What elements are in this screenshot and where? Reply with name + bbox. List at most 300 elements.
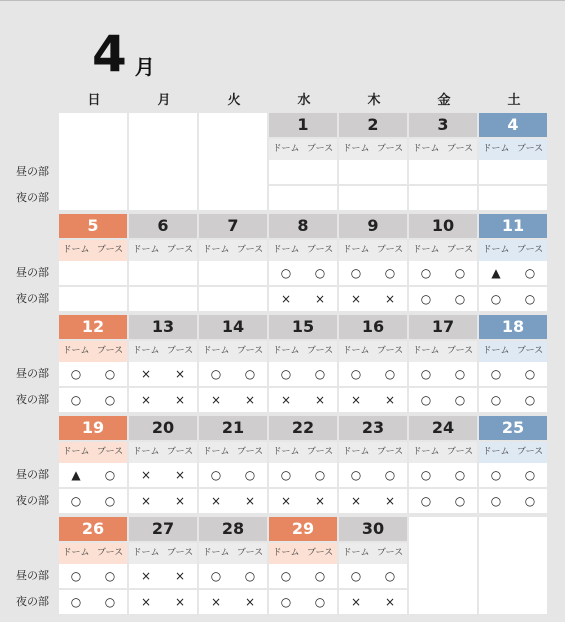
booth-status: × — [314, 494, 326, 508]
booth-status — [163, 287, 197, 311]
date-number: 1 — [269, 113, 337, 137]
date-number: 22 — [269, 416, 337, 440]
day-cell[interactable] — [479, 113, 547, 210]
night-availability[interactable] — [269, 590, 337, 614]
day-cell[interactable] — [479, 416, 547, 513]
day-cell[interactable] — [269, 214, 337, 311]
booth-status: ○ — [454, 494, 466, 508]
daytime-label: 昼の部 — [16, 468, 49, 481]
dome-status: ○ — [210, 468, 222, 482]
date-number: 19 — [59, 416, 127, 440]
weekday-label: 水 — [297, 93, 311, 108]
daytime-availability[interactable] — [59, 261, 127, 285]
weekday-label: 金 — [437, 93, 451, 108]
dome-label: ドーム — [412, 245, 440, 255]
day-cell[interactable] — [59, 517, 127, 614]
daytime-availability[interactable] — [409, 463, 477, 487]
booth-label: ブース — [96, 245, 124, 255]
night-availability[interactable] — [59, 489, 127, 513]
night-availability[interactable] — [199, 590, 267, 614]
dome-label: ドーム — [482, 346, 510, 356]
dome-label: ドーム — [62, 245, 90, 255]
date-number: 27 — [129, 517, 197, 541]
night-availability[interactable] — [409, 186, 477, 210]
dome-label: ドーム — [132, 447, 160, 457]
booth-status: × — [244, 393, 256, 407]
booth-status — [163, 261, 197, 285]
booth-status: ○ — [524, 468, 536, 482]
row-labels — [16, 517, 59, 614]
booth-status — [443, 186, 477, 210]
booth-status: ○ — [454, 266, 466, 280]
booth-label: ブース — [376, 144, 404, 154]
daytime-availability[interactable] — [199, 362, 267, 386]
night-availability[interactable] — [129, 489, 197, 513]
dome-status: × — [210, 494, 222, 508]
booth-label: ブース — [516, 245, 544, 255]
date-number: 8 — [269, 214, 337, 238]
night-availability[interactable] — [409, 489, 477, 513]
venue-subheader — [269, 341, 337, 362]
dome-label: ドーム — [342, 548, 370, 558]
daytime-availability[interactable] — [269, 564, 337, 588]
date-number: 28 — [199, 517, 267, 541]
week-row — [16, 517, 549, 614]
dome-status: × — [140, 595, 152, 609]
day-cell[interactable] — [199, 214, 267, 311]
booth-label: ブース — [376, 447, 404, 457]
booth-label: ブース — [306, 346, 334, 356]
dome-status: ○ — [210, 367, 222, 381]
daytime-availability[interactable] — [479, 160, 547, 184]
night-label: 夜の部 — [16, 494, 49, 507]
row-labels — [16, 416, 59, 513]
booth-label: ブース — [446, 245, 474, 255]
dome-label: ドーム — [342, 346, 370, 356]
day-cell[interactable] — [129, 517, 197, 614]
booth-label: ブース — [306, 144, 334, 154]
booth-label: ブース — [166, 346, 194, 356]
venue-subheader — [269, 442, 337, 463]
daytime-availability[interactable] — [409, 160, 477, 184]
booth-label: ブース — [446, 346, 474, 356]
daytime-availability[interactable] — [59, 564, 127, 588]
date-number: 5 — [59, 214, 127, 238]
booth-status: × — [314, 393, 326, 407]
week-row — [16, 113, 549, 210]
dome-status: × — [210, 595, 222, 609]
dome-label: ドーム — [202, 447, 230, 457]
date-number: 12 — [59, 315, 127, 339]
day-cell[interactable] — [269, 416, 337, 513]
night-availability[interactable] — [409, 287, 477, 311]
daytime-availability[interactable] — [199, 261, 267, 285]
booth-label: ブース — [376, 548, 404, 558]
booth-status: ○ — [384, 569, 396, 583]
booth-status: ○ — [104, 595, 116, 609]
day-cell[interactable] — [339, 517, 407, 614]
empty-day-cell — [409, 517, 477, 614]
day-cell[interactable] — [339, 113, 407, 210]
row-labels — [16, 315, 59, 412]
day-cell[interactable] — [339, 416, 407, 513]
weekday-label: 木 — [367, 93, 381, 108]
row-labels — [16, 113, 59, 210]
daytime-availability[interactable] — [129, 564, 197, 588]
venue-subheader — [479, 341, 547, 362]
booth-status: ○ — [454, 393, 466, 407]
daytime-availability[interactable] — [339, 463, 407, 487]
booth-label: ブース — [516, 447, 544, 457]
booth-status — [233, 261, 267, 285]
booth-label: ブース — [236, 447, 264, 457]
dome-status: ○ — [420, 292, 432, 306]
day-cell[interactable] — [409, 315, 477, 412]
booth-status: ○ — [104, 494, 116, 508]
dome-label: ドーム — [412, 144, 440, 154]
date-number: 23 — [339, 416, 407, 440]
night-availability[interactable] — [199, 287, 267, 311]
dome-status: ○ — [350, 468, 362, 482]
daytime-availability[interactable] — [59, 463, 127, 487]
date-number: 13 — [129, 315, 197, 339]
booth-label: ブース — [236, 346, 264, 356]
dome-status — [129, 261, 163, 285]
row-labels — [16, 214, 59, 311]
dome-status: ○ — [420, 266, 432, 280]
daytime-availability[interactable] — [339, 160, 407, 184]
empty-day-cell — [479, 517, 547, 614]
dome-label: ドーム — [272, 245, 300, 255]
dome-status: × — [140, 468, 152, 482]
daytime-availability[interactable] — [339, 261, 407, 285]
daytime-availability[interactable] — [409, 261, 477, 285]
dome-status: × — [140, 367, 152, 381]
dome-label: ドーム — [132, 346, 160, 356]
booth-status: × — [244, 595, 256, 609]
date-number: 10 — [409, 214, 477, 238]
dome-status: ○ — [420, 494, 432, 508]
dome-status: ○ — [280, 266, 292, 280]
booth-status — [513, 186, 547, 210]
dome-status: ○ — [490, 292, 502, 306]
venue-subheader — [59, 240, 127, 261]
dome-status: × — [350, 595, 362, 609]
venue-subheader — [479, 139, 547, 160]
week-row — [16, 214, 549, 311]
booth-status: ○ — [104, 468, 116, 482]
daytime-availability[interactable] — [479, 362, 547, 386]
night-label: 夜の部 — [16, 191, 49, 204]
dome-status: × — [280, 292, 292, 306]
booth-label: ブース — [446, 144, 474, 154]
week-row — [16, 315, 549, 412]
daytime-availability[interactable] — [479, 261, 547, 285]
date-number: 16 — [339, 315, 407, 339]
booth-label: ブース — [376, 346, 404, 356]
day-cell[interactable] — [269, 517, 337, 614]
booth-label: ブース — [306, 245, 334, 255]
day-cell[interactable] — [339, 214, 407, 311]
dome-status: ▲ — [491, 266, 501, 280]
dome-status: × — [140, 494, 152, 508]
booth-label: ブース — [446, 447, 474, 457]
booth-status: ○ — [244, 367, 256, 381]
dome-status: ○ — [490, 494, 502, 508]
dome-status: ○ — [420, 367, 432, 381]
venue-subheader — [479, 442, 547, 463]
empty-day-cell — [129, 113, 197, 210]
day-cell[interactable] — [199, 416, 267, 513]
dome-label: ドーム — [202, 548, 230, 558]
night-availability[interactable] — [129, 287, 197, 311]
booth-status — [373, 186, 407, 210]
night-availability[interactable] — [59, 287, 127, 311]
month-number: 4 — [92, 25, 127, 83]
booth-status: × — [174, 595, 186, 609]
weekday-label: 火 — [227, 93, 241, 108]
daytime-availability[interactable] — [269, 463, 337, 487]
label-spacer — [16, 315, 59, 362]
booth-status: × — [384, 292, 396, 306]
booth-label: ブース — [306, 548, 334, 558]
daytime-availability[interactable] — [339, 362, 407, 386]
booth-label: ブース — [516, 346, 544, 356]
night-availability[interactable] — [339, 489, 407, 513]
booth-status: ○ — [314, 367, 326, 381]
night-availability[interactable] — [129, 590, 197, 614]
dome-status: × — [350, 393, 362, 407]
booth-status — [93, 261, 127, 285]
day-cell[interactable] — [59, 315, 127, 412]
day-cell[interactable] — [199, 315, 267, 412]
night-label: 夜の部 — [16, 292, 49, 305]
dome-status — [59, 261, 93, 285]
daytime-availability[interactable] — [339, 564, 407, 588]
dome-label: ドーム — [132, 245, 160, 255]
booth-label: ブース — [236, 548, 264, 558]
booth-status: × — [384, 494, 396, 508]
booth-status: ○ — [524, 393, 536, 407]
dome-label: ドーム — [482, 447, 510, 457]
booth-status: ○ — [104, 367, 116, 381]
booth-status — [303, 186, 337, 210]
date-number: 2 — [339, 113, 407, 137]
dome-status: ○ — [490, 367, 502, 381]
booth-status: ○ — [454, 292, 466, 306]
booth-label: ブース — [306, 447, 334, 457]
daytime-availability[interactable] — [129, 362, 197, 386]
weekday-header — [59, 89, 549, 108]
dome-status: ○ — [490, 393, 502, 407]
dome-status — [339, 186, 373, 210]
booth-label: ブース — [166, 447, 194, 457]
day-cell[interactable] — [479, 315, 547, 412]
booth-label: ブース — [376, 245, 404, 255]
dome-label: ドーム — [62, 346, 90, 356]
dome-status: ▲ — [71, 468, 81, 482]
daytime-availability[interactable] — [269, 261, 337, 285]
dome-label: ドーム — [482, 144, 510, 154]
dome-label: ドーム — [412, 346, 440, 356]
label-spacer — [16, 416, 59, 463]
date-number: 17 — [409, 315, 477, 339]
label-spacer — [16, 517, 59, 564]
booth-status: ○ — [384, 266, 396, 280]
dome-status: ○ — [280, 468, 292, 482]
booth-status: ○ — [524, 367, 536, 381]
date-number: 4 — [479, 113, 547, 137]
day-cell[interactable] — [339, 315, 407, 412]
daytime-label: 昼の部 — [16, 367, 49, 380]
venue-subheader — [339, 240, 407, 261]
booth-status: × — [174, 569, 186, 583]
daytime-availability[interactable] — [269, 160, 337, 184]
dome-status — [269, 186, 303, 210]
date-number: 20 — [129, 416, 197, 440]
date-number: 30 — [339, 517, 407, 541]
daytime-availability[interactable] — [269, 362, 337, 386]
day-cell[interactable] — [129, 416, 197, 513]
venue-subheader — [129, 543, 197, 564]
night-availability[interactable] — [199, 489, 267, 513]
booth-status: ○ — [524, 494, 536, 508]
daytime-availability[interactable] — [199, 463, 267, 487]
venue-subheader — [409, 139, 477, 160]
daytime-availability[interactable] — [409, 362, 477, 386]
date-number: 9 — [339, 214, 407, 238]
dome-status: ○ — [490, 468, 502, 482]
venue-subheader — [129, 341, 197, 362]
booth-status: ○ — [384, 468, 396, 482]
dome-status — [339, 160, 373, 184]
booth-status: × — [174, 367, 186, 381]
booth-label: ブース — [96, 346, 124, 356]
day-cell[interactable] — [479, 214, 547, 311]
booth-status: ○ — [314, 468, 326, 482]
empty-day-cell — [59, 113, 127, 210]
date-number: 26 — [59, 517, 127, 541]
label-spacer — [16, 113, 59, 160]
night-availability[interactable] — [339, 287, 407, 311]
night-label: 夜の部 — [16, 393, 49, 406]
date-number: 21 — [199, 416, 267, 440]
daytime-label: 昼の部 — [16, 569, 49, 582]
booth-status — [303, 160, 337, 184]
night-availability[interactable] — [479, 186, 547, 210]
daytime-availability[interactable] — [479, 463, 547, 487]
booth-status: × — [174, 494, 186, 508]
dome-label: ドーム — [272, 346, 300, 356]
dome-status: ○ — [280, 595, 292, 609]
booth-status: ○ — [524, 266, 536, 280]
booth-status: ○ — [454, 468, 466, 482]
booth-status: ○ — [244, 468, 256, 482]
daytime-availability[interactable] — [59, 362, 127, 386]
daytime-availability[interactable] — [129, 261, 197, 285]
dome-status — [479, 186, 513, 210]
venue-subheader — [59, 341, 127, 362]
day-cell[interactable] — [269, 315, 337, 412]
dome-status — [409, 186, 443, 210]
booth-status: ○ — [244, 569, 256, 583]
venue-subheader — [339, 139, 407, 160]
dome-label: ドーム — [62, 548, 90, 558]
booth-status: ○ — [104, 393, 116, 407]
booth-status: × — [174, 393, 186, 407]
night-availability[interactable] — [409, 388, 477, 412]
day-cell[interactable] — [129, 315, 197, 412]
dome-status: ○ — [350, 266, 362, 280]
dome-status: × — [140, 569, 152, 583]
dome-label: ドーム — [202, 346, 230, 356]
night-availability[interactable] — [339, 186, 407, 210]
dome-label: ドーム — [342, 245, 370, 255]
night-availability[interactable] — [269, 388, 337, 412]
day-cell[interactable] — [409, 214, 477, 311]
date-number: 7 — [199, 214, 267, 238]
daytime-label: 昼の部 — [16, 165, 49, 178]
daytime-availability[interactable] — [129, 463, 197, 487]
night-availability[interactable] — [269, 186, 337, 210]
night-availability[interactable] — [479, 489, 547, 513]
booth-status: ○ — [454, 367, 466, 381]
dome-status: ○ — [280, 367, 292, 381]
day-cell[interactable] — [59, 416, 127, 513]
booth-status: × — [384, 393, 396, 407]
booth-status: × — [384, 595, 396, 609]
label-spacer — [16, 214, 59, 261]
dome-label: ドーム — [272, 144, 300, 154]
day-cell[interactable] — [59, 214, 127, 311]
dome-status — [59, 287, 93, 311]
night-availability[interactable] — [339, 388, 407, 412]
dome-status: ○ — [350, 367, 362, 381]
night-availability[interactable] — [59, 590, 127, 614]
dome-label: ドーム — [412, 447, 440, 457]
night-availability[interactable] — [269, 489, 337, 513]
booth-status: ○ — [314, 569, 326, 583]
day-cell[interactable] — [409, 416, 477, 513]
night-availability[interactable] — [199, 388, 267, 412]
dome-label: ドーム — [342, 447, 370, 457]
night-availability[interactable] — [129, 388, 197, 412]
venue-subheader — [269, 240, 337, 261]
night-availability[interactable] — [59, 388, 127, 412]
night-availability[interactable] — [479, 388, 547, 412]
venue-subheader — [479, 240, 547, 261]
night-availability[interactable] — [269, 287, 337, 311]
venue-subheader — [59, 543, 127, 564]
week-row — [16, 416, 549, 513]
day-cell[interactable] — [409, 113, 477, 210]
empty-day-cell — [199, 113, 267, 210]
night-availability[interactable] — [479, 287, 547, 311]
dome-label: ドーム — [272, 447, 300, 457]
dome-status — [479, 160, 513, 184]
night-availability[interactable] — [339, 590, 407, 614]
dome-status — [409, 160, 443, 184]
day-cell[interactable] — [129, 214, 197, 311]
dome-status: × — [350, 494, 362, 508]
dome-status: ○ — [70, 367, 82, 381]
day-cell[interactable] — [269, 113, 337, 210]
day-cell[interactable] — [199, 517, 267, 614]
dome-status: × — [280, 393, 292, 407]
venue-subheader — [339, 543, 407, 564]
venue-subheader — [409, 341, 477, 362]
daytime-availability[interactable] — [199, 564, 267, 588]
